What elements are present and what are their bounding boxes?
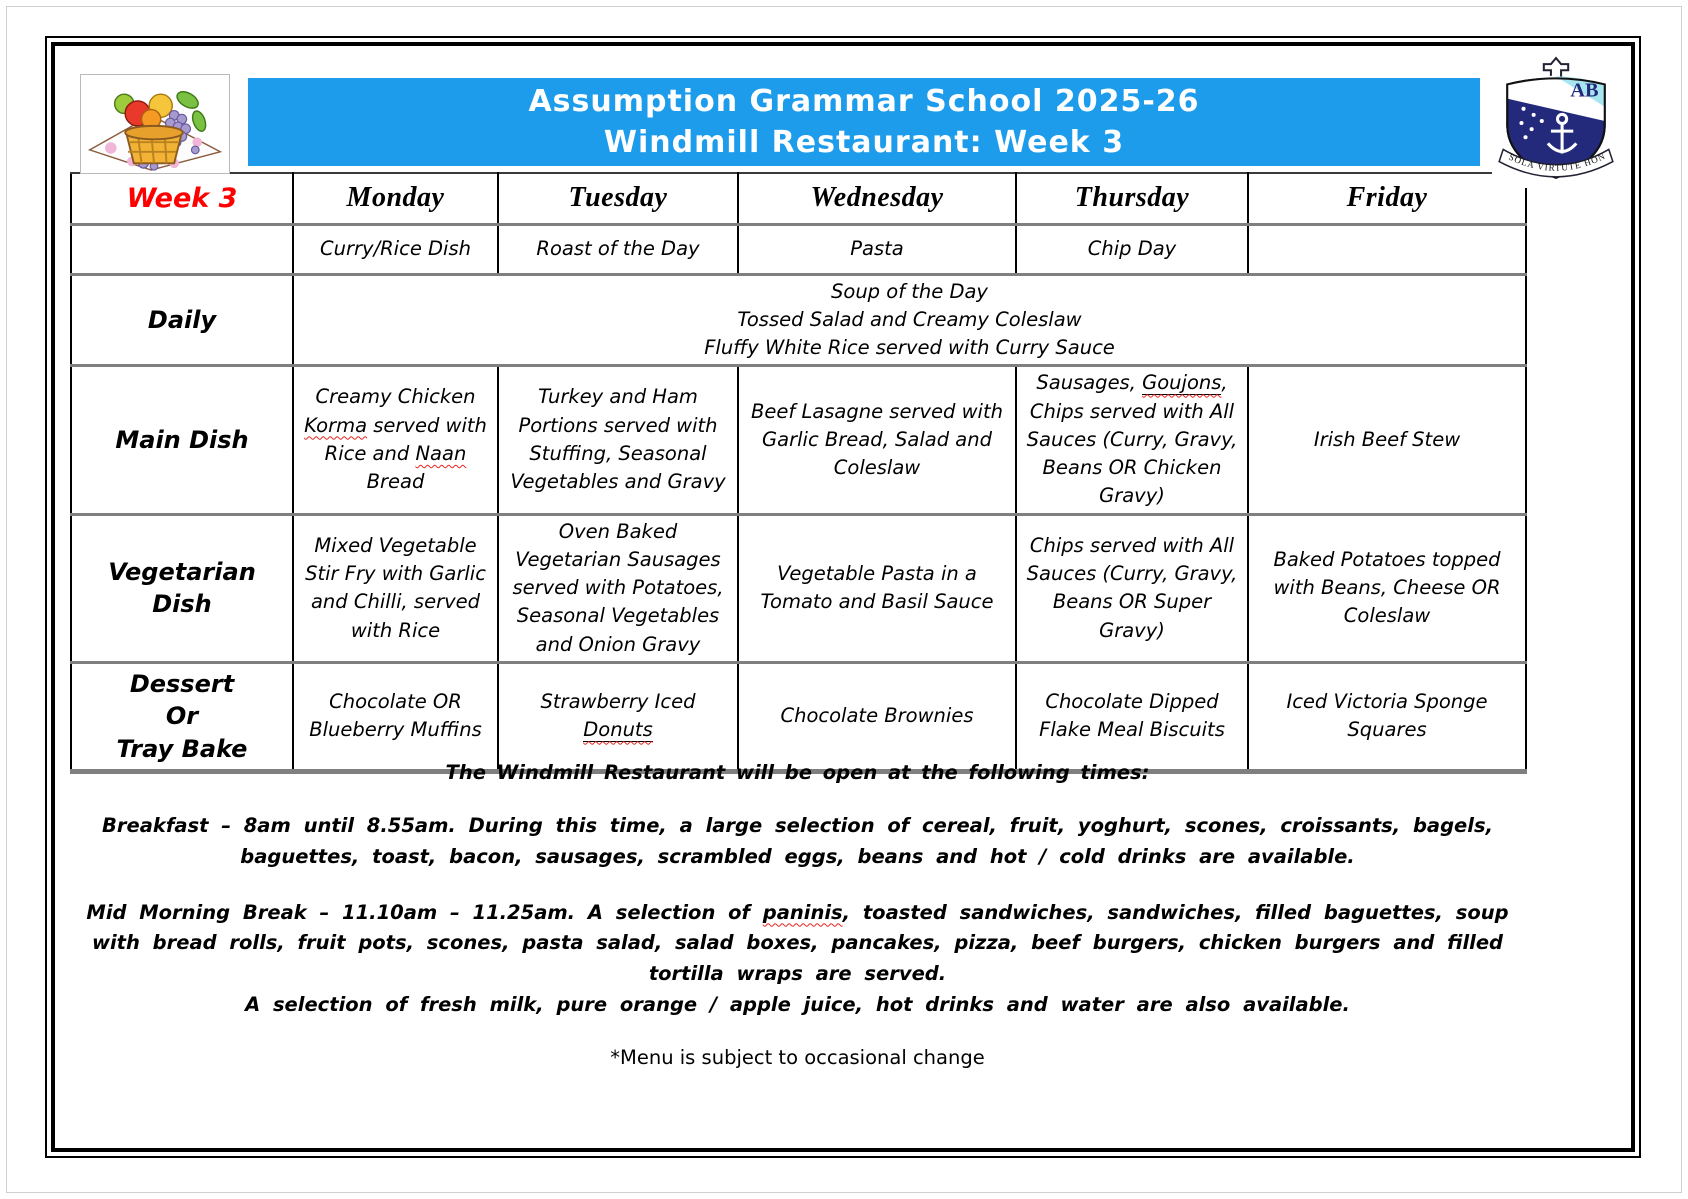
fruit-basket-image [80,74,230,174]
restaurant-week-title: Windmill Restaurant: Week 3 [603,125,1125,160]
main-dish-wednesday: Beef Lasagne served with Garlic Bread, Salad and Coleslaw [738,366,1016,514]
theme-cell-wednesday: Pasta [738,224,1016,274]
daily-line-2: Tossed Salad and Creamy Coleslaw [737,307,1082,331]
title-banner [248,78,1480,166]
day-header-tuesday: Tuesday [498,173,738,224]
row-label-daily: Daily [71,274,293,366]
dessert-label-line2: Or [165,702,199,731]
daily-line-3: Fluffy White Rice served with Curry Sauce [704,336,1115,360]
mid-morning-paragraph-2: A selection of fresh milk, pure orange / apple juice, hot drinks and water are also available. [245,992,1350,1016]
school-crest-icon [1492,56,1620,188]
week-label: Week 3 [71,173,293,224]
day-header-friday: Friday [1248,173,1526,224]
dessert-row [71,662,1526,771]
menu-change-note: *Menu is subject to occasional change [610,1045,985,1069]
vegetarian-row [71,514,1526,662]
theme-row [71,224,1526,274]
row-label-vegetarian [71,514,293,662]
daily-row [71,274,1526,366]
vegetarian-friday: Baked Potatoes topped with Beans, Cheese OR Coleslaw [1248,514,1526,662]
dessert-label-line1: Dessert [129,669,235,698]
dessert-wednesday: Chocolate Brownies [738,662,1016,771]
dessert-thursday: Chocolate Dipped Flake Meal Biscuits [1016,662,1248,771]
breakfast-paragraph: Breakfast – 8am until 8.55am. During this time, a large selection of cereal, fruit, yoghurt, scones, croissants, bagels, baguettes, toast, bacon, sausages, scrambled eggs, beans and hot / cold drinks are available. [102,814,1493,868]
crest-motto: SOLA VIRTUTE HON [1507,150,1608,173]
dessert-friday: Iced Victoria Sponge Squares [1248,662,1526,771]
vegetarian-label-line2: Dish [152,590,212,619]
fruit-basket-icon [81,75,227,171]
opening-times-heading: The Windmill Restaurant will be open at the following times: [445,761,1150,784]
day-header-thursday: Thursday [1016,173,1248,224]
main-dish-tuesday: Turkey and Ham Portions served with Stuffing, Seasonal Vegetables and Gravy [498,366,738,514]
day-header-monday: Monday [293,173,498,224]
vegetarian-monday: Mixed Vegetable Stir Fry with Garlic and Chilli, served with Rice [293,514,498,662]
theme-cell-thursday: Chip Day [1016,224,1248,274]
main-dish-monday: Creamy Chicken Korma served with Rice and Naan Bread [293,366,498,514]
daily-items-cell [293,274,1526,366]
dessert-monday: Chocolate OR Blueberry Muffins [293,662,498,771]
theme-cell-empty [71,224,293,274]
main-dish-friday: Irish Beef Stew [1248,366,1526,514]
vegetarian-thursday: Chips served with All Sauces (Curry, Gravy, Beans OR Super Gravy) [1016,514,1248,662]
dessert-tuesday: Strawberry Iced Donuts [498,662,738,771]
theme-cell-tuesday: Roast of the Day [498,224,738,274]
vegetarian-label-line1: Vegetarian [108,557,256,586]
mid-morning-paragraph: Mid Morning Break – 11.10am – 11.25am. A selection of paninis, toasted sandwiches, sandwiches, filled baguettes, soup with bread rolls, fruit pots, scones, pasta salad, salad boxes, pancakes, pizza, beef burgers, chicken burgers and filled tortilla wraps are served. [86,900,1509,986]
weekly-menu-table [70,172,1527,774]
svg-text:AB: AB [1570,79,1599,102]
vegetarian-wednesday: Vegetable Pasta in a Tomato and Basil Sauce [738,514,1016,662]
day-header-row [71,173,1526,224]
day-header-wednesday: Wednesday [738,173,1016,224]
theme-cell-monday: Curry/Rice Dish [293,224,498,274]
footer-information [70,761,1525,1088]
theme-cell-friday [1248,224,1526,274]
school-crest-image [1492,56,1620,188]
daily-line-1: Soup of the Day [831,279,988,303]
dessert-label-line3: Tray Bake [116,734,248,763]
main-dish-thursday: Sausages, Goujons, Chips served with All Sauces (Curry, Gravy, Beans OR Chicken Gravy) [1016,366,1248,514]
main-dish-row [71,366,1526,514]
school-title: Assumption Grammar School 2025-26 [528,84,1200,119]
row-label-main-dish: Main Dish [71,366,293,514]
row-label-dessert [71,662,293,771]
vegetarian-tuesday: Oven Baked Vegetarian Sausages served with Potatoes, Seasonal Vegetables and Onion Gravy [498,514,738,662]
